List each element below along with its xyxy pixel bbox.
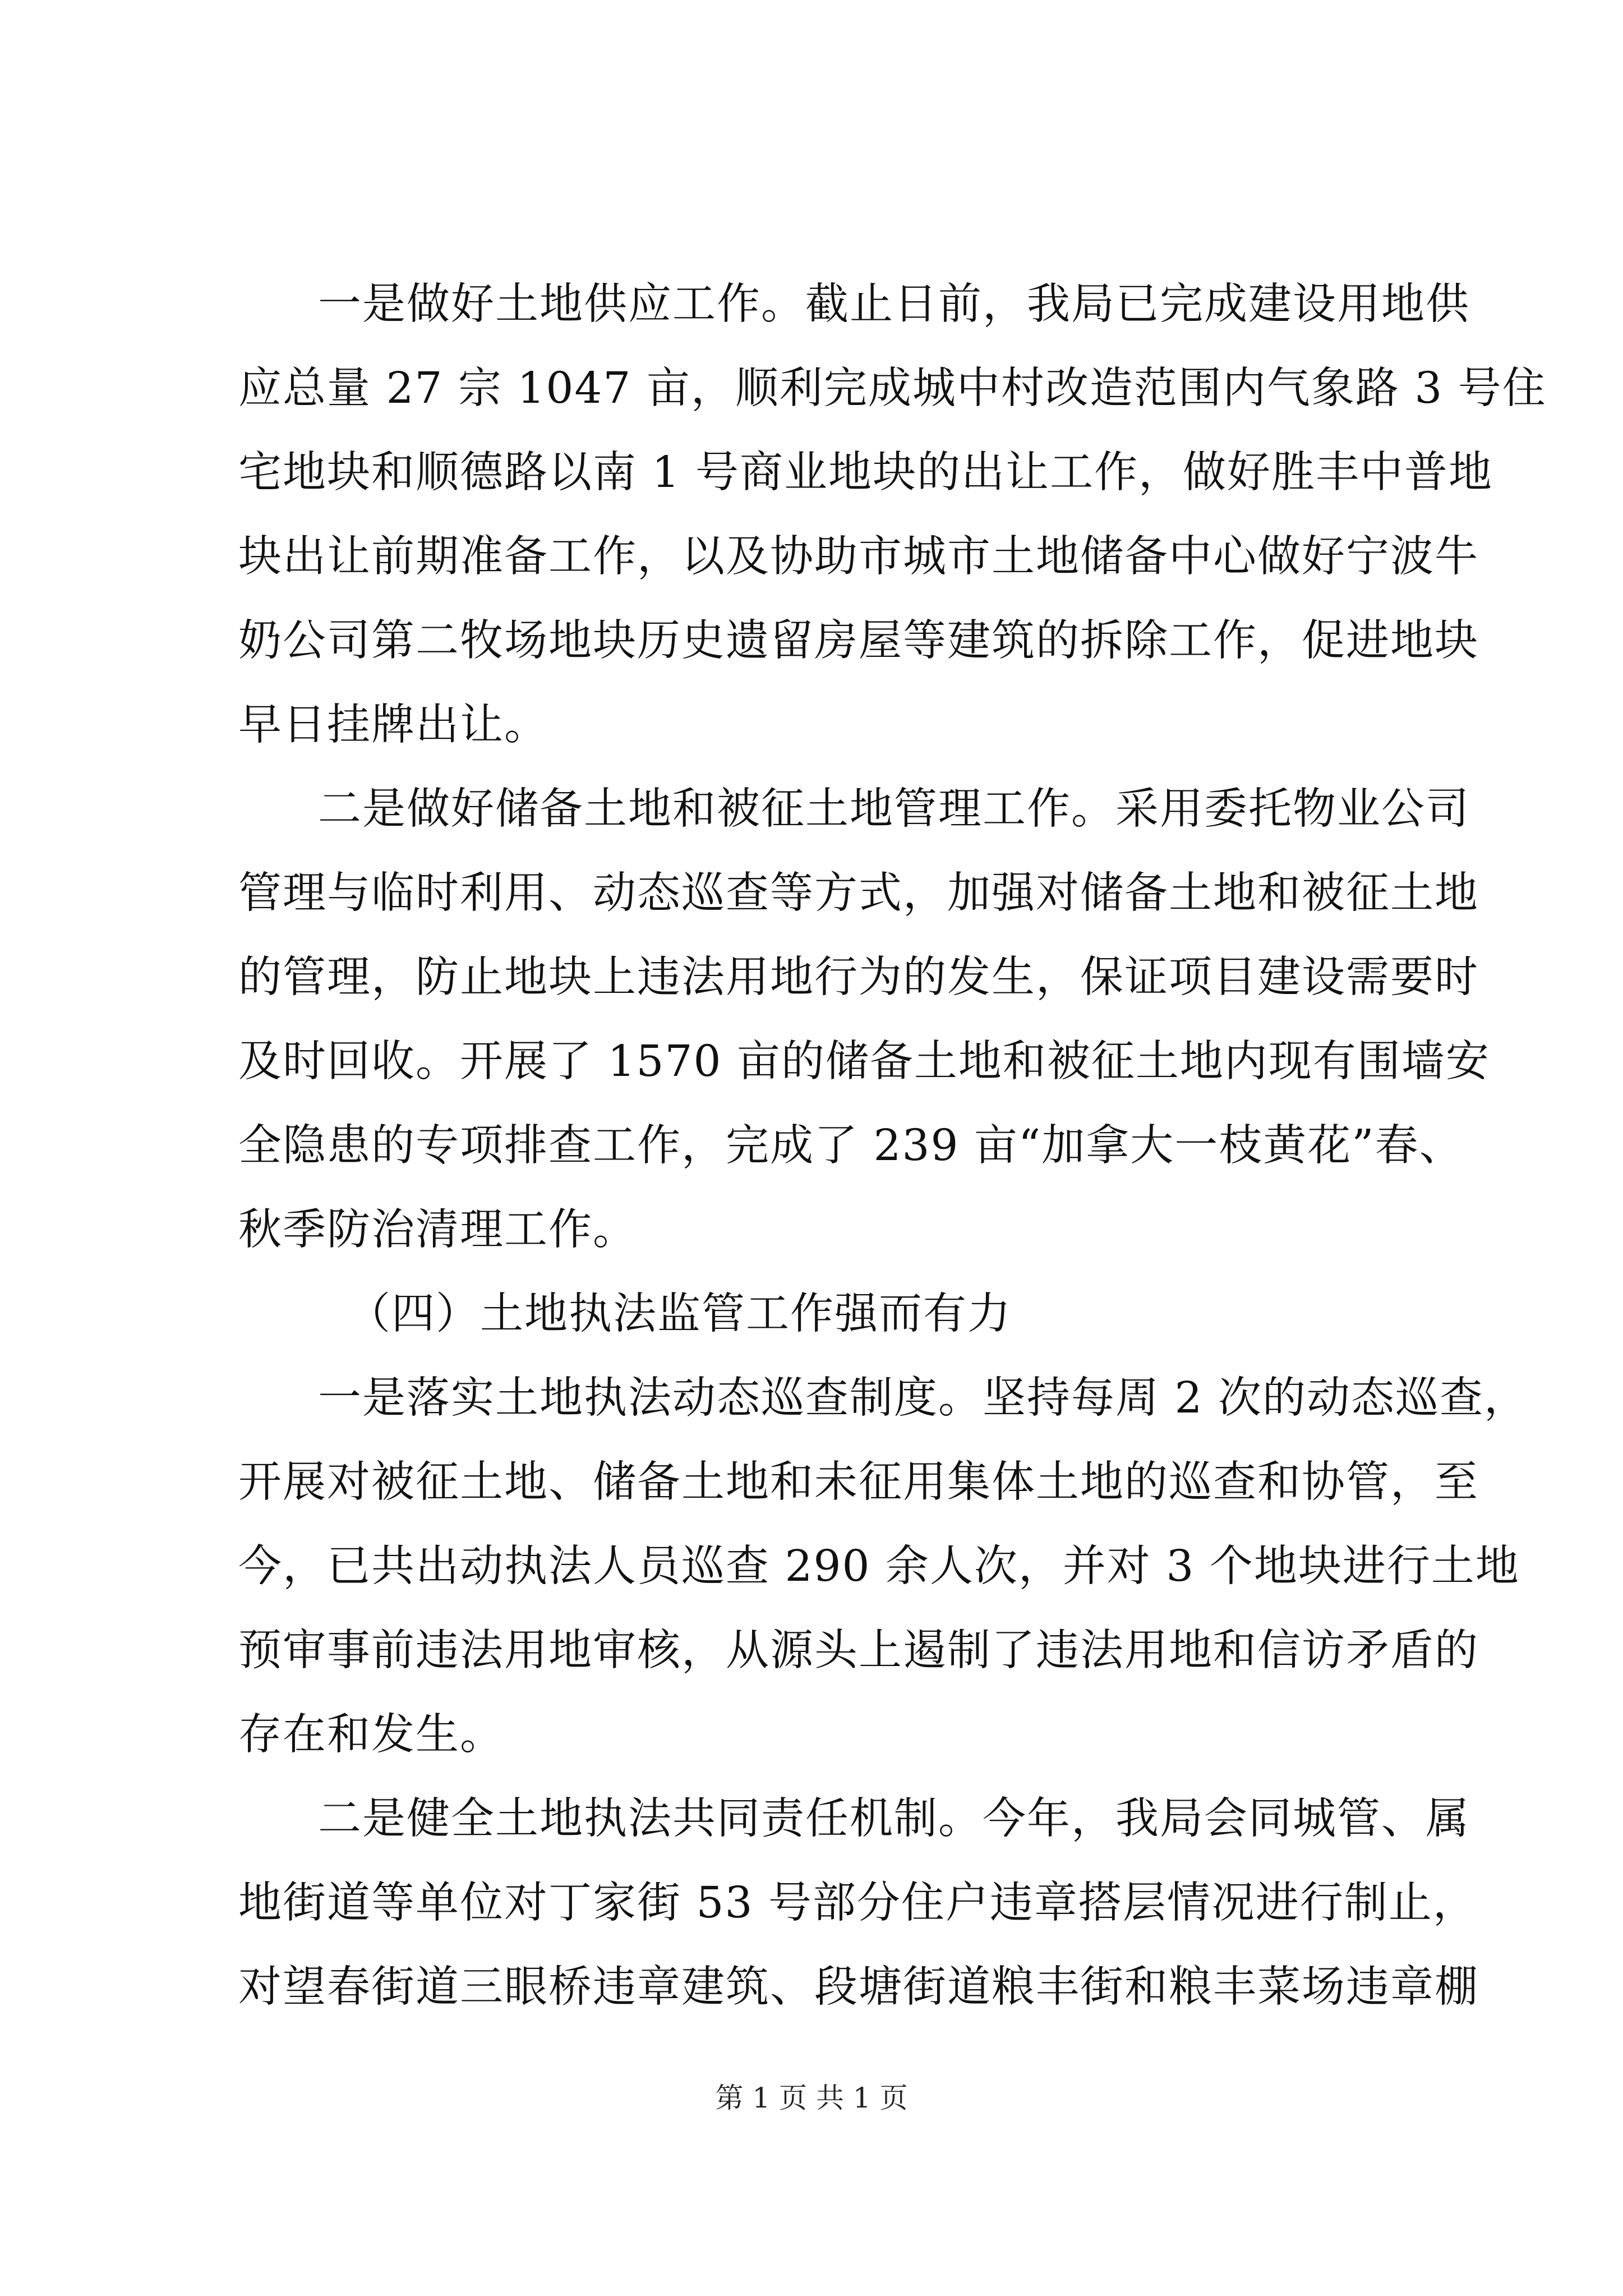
page-footer: 第 1 页 共 1 页 — [715, 2082, 908, 2114]
paragraph-line: 预审事前违法用地审核，从源头上遏制了违法用地和信访矛盾的 — [238, 1626, 1479, 1676]
paragraph-line: 今，已共出动执法人员巡查 290 余人次，并对 3 个地块进行土地 — [238, 1542, 1520, 1591]
paragraph-line: 块出让前期准备工作，以及协助市城市土地储备中心做好宁波牛 — [238, 532, 1479, 582]
paragraph-line: 的管理，防止地块上违法用地行为的发生，保证项目建设需要时 — [238, 953, 1479, 1002]
paragraph-line: 全隐患的专项排查工作，完成了 239 亩“加拿大一枝黄花”春、 — [238, 1121, 1464, 1171]
paragraph-line: 及时回收。开展了 1570 亩的储备土地和被征土地内现有围墙安 — [238, 1037, 1490, 1087]
paragraph-line: 一是做好土地供应工作。截止日前，我局已完成建设用地供 — [318, 279, 1470, 329]
paragraph-line: 二是做好储备土地和被征土地管理工作。采用委托物业公司 — [318, 784, 1470, 834]
paragraph-line: 一是落实土地执法动态巡查制度。坚持每周 2 次的动态巡查， — [318, 1373, 1528, 1423]
paragraph-line: 宅地块和顺德路以南 1 号商业地块的出让工作，做好胜丰中普地 — [238, 448, 1493, 498]
paragraph-line: 开展对被征土地、储备土地和未征用集体土地的巡查和协管，至 — [238, 1457, 1479, 1507]
paragraph-line: 地街道等单位对丁家街 53 号部分住户违章搭层情况进行制止， — [238, 1878, 1477, 1928]
paragraph-line: 奶公司第二牧场地块历史遗留房屋等建筑的拆除工作，促进地块 — [238, 616, 1479, 666]
paragraph-line: 对望春街道三眼桥违章建筑、段塘街道粮丰街和粮丰菜场违章棚 — [238, 1962, 1479, 2012]
paragraph-line: 早日挂牌出让。 — [238, 700, 548, 750]
section-heading: （四）土地执法监管工作强而有力 — [347, 1289, 1012, 1339]
paragraph-line: 应总量 27 宗 1047 亩，顺利完成城中村改造范围内气象路 3 号住 — [238, 364, 1547, 413]
paragraph-line: 二是健全土地执法共同责任机制。今年，我局会同城管、属 — [318, 1794, 1470, 1844]
document-body — [238, 263, 1547, 2030]
paragraph-line: 存在和发生。 — [238, 1710, 504, 1760]
paragraph-line: 管理与临时利用、动态巡查等方式，加强对储备土地和被征土地 — [238, 868, 1479, 918]
paragraph-line: 秋季防治清理工作。 — [238, 1205, 637, 1255]
